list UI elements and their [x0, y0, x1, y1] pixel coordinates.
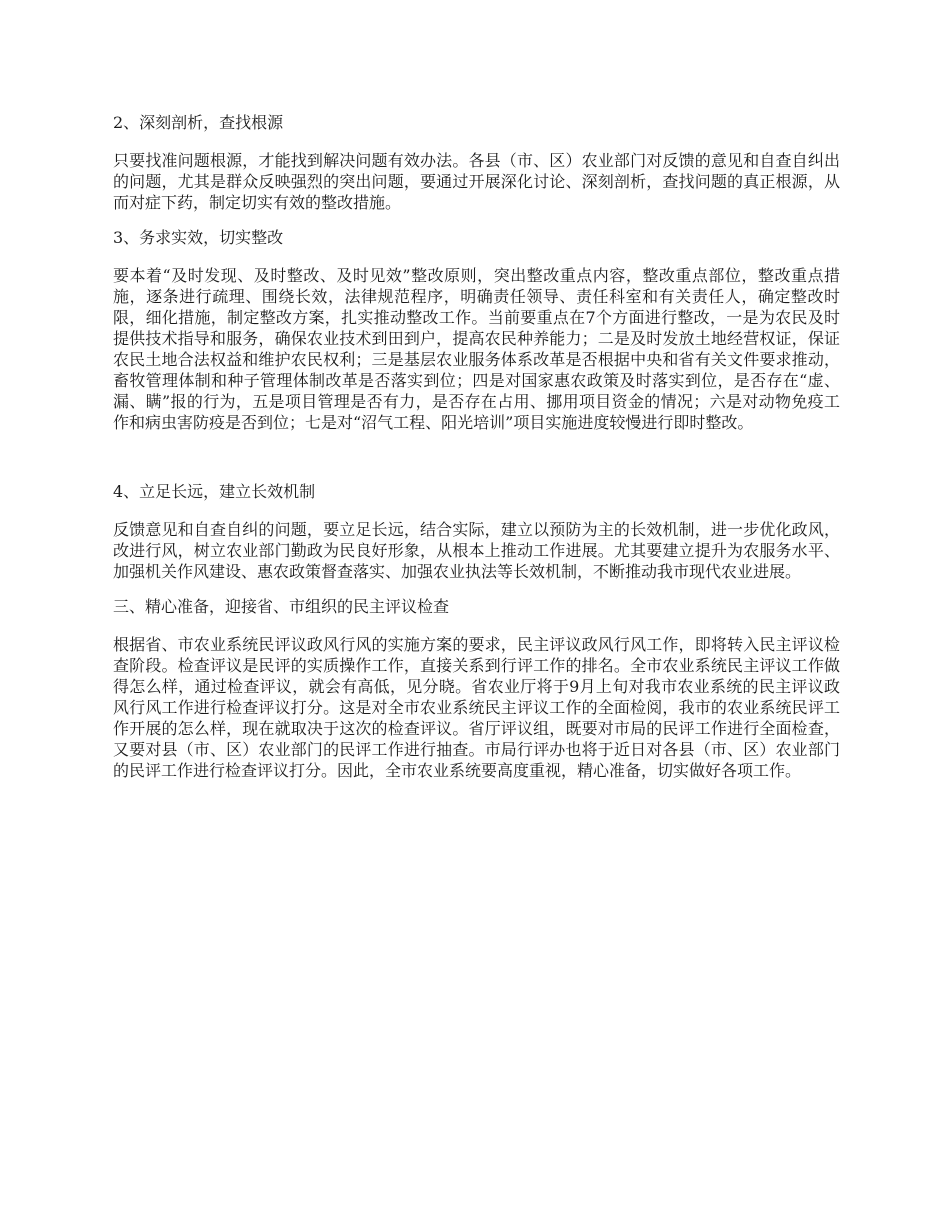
- section-heading-three: 三、精心准备，迎接省、市组织的民主评议检查: [113, 597, 450, 616]
- section-body-three: 根据省、市农业系统民评议政风行风的实施方案的要求，民主评议政风行风工作，即将转入民主评议检查阶段。检查评议是民评的实质操作工作，直接关系到行评工作的排名。全市农业系统民主评议工作做得怎么样，通过检查评议，就会有高低，见分晓。省农业厅将于9月上旬对我市农业系统的民主评议政风行风工作进行检查评议打分。这是对全市农业系统民主评议工作的全面检阅，我市的农业系统民评工作开展的怎么样，现在就取决于这次的检查评议。省厅评议组，既要对市局的民评工作进行全面检查，又要对县（市、区）农业部门的民评工作进行抽查。市局行评办也将于近日对各县（市、区）农业部门的民评工作进行检查评议打分。因此，全市农业系统要高度重视，精心准备，切实做好各项工作。: [113, 635, 840, 780]
- section-heading-4: 4、立足长远，建立长效机制: [113, 482, 316, 501]
- section-heading-3: 3、务求实效，切实整改: [113, 228, 284, 247]
- document-page: [113, 112, 840, 781]
- section-body-3: 要本着“及时发现、及时整改、及时见效”整改原则，突出整改重点内容，整改重点部位，整改重点措施，逐条进行疏理、围绕长效，法律规范程序，明确责任领导、责任科室和有关责任人，确定整改时限，细化措施，制定整改方案，扎实推动整改工作。当前要重点在7个方面进行整改，一是为农民及时提供技术指导和服务，确保农业技术到田到户，提高农民种养能力；二是及时发放土地经营权证，保证农民土地合法权益和维护农民权利；三是基层农业服务体系改革是否根据中央和省有关文件要求推动，畜牧管理体制和种子管理体制改革是否落实到位；四是对国家惠农政策及时落实到位，是否存在“虚、漏、瞒”报的行为，五是项目管理是否有力，是否存在占用、挪用项目资金的情况；六是对动物免疫工作和病虫害防疫是否到位；七是对“沼气工程、阳光培训”项目实施进度较慢进行即时整改。: [113, 266, 840, 432]
- section-body-4: 反馈意见和自查自纠的问题，要立足长远，结合实际，建立以预防为主的长效机制，进一步优化政风，改进行风，树立农业部门勤政为民良好形象，从根本上推动工作进展。尤其要建立提升为农服务水平、加强机关作风建设、惠农政策督查落实、加强农业执法等长效机制，不断推动我市现代农业进展。: [113, 520, 840, 581]
- section-heading-2: 2、深刻剖析，查找根源: [113, 113, 284, 132]
- section-body-2: 只要找准问题根源，才能找到解决问题有效办法。各县（市、区）农业部门对反馈的意见和自查自纠出的问题，尤其是群众反映强烈的突出问题，要通过开展深化讨论、深刻剖析，查找问题的真正根源，从而对症下药，制定切实有效的整改措施。: [113, 151, 840, 212]
